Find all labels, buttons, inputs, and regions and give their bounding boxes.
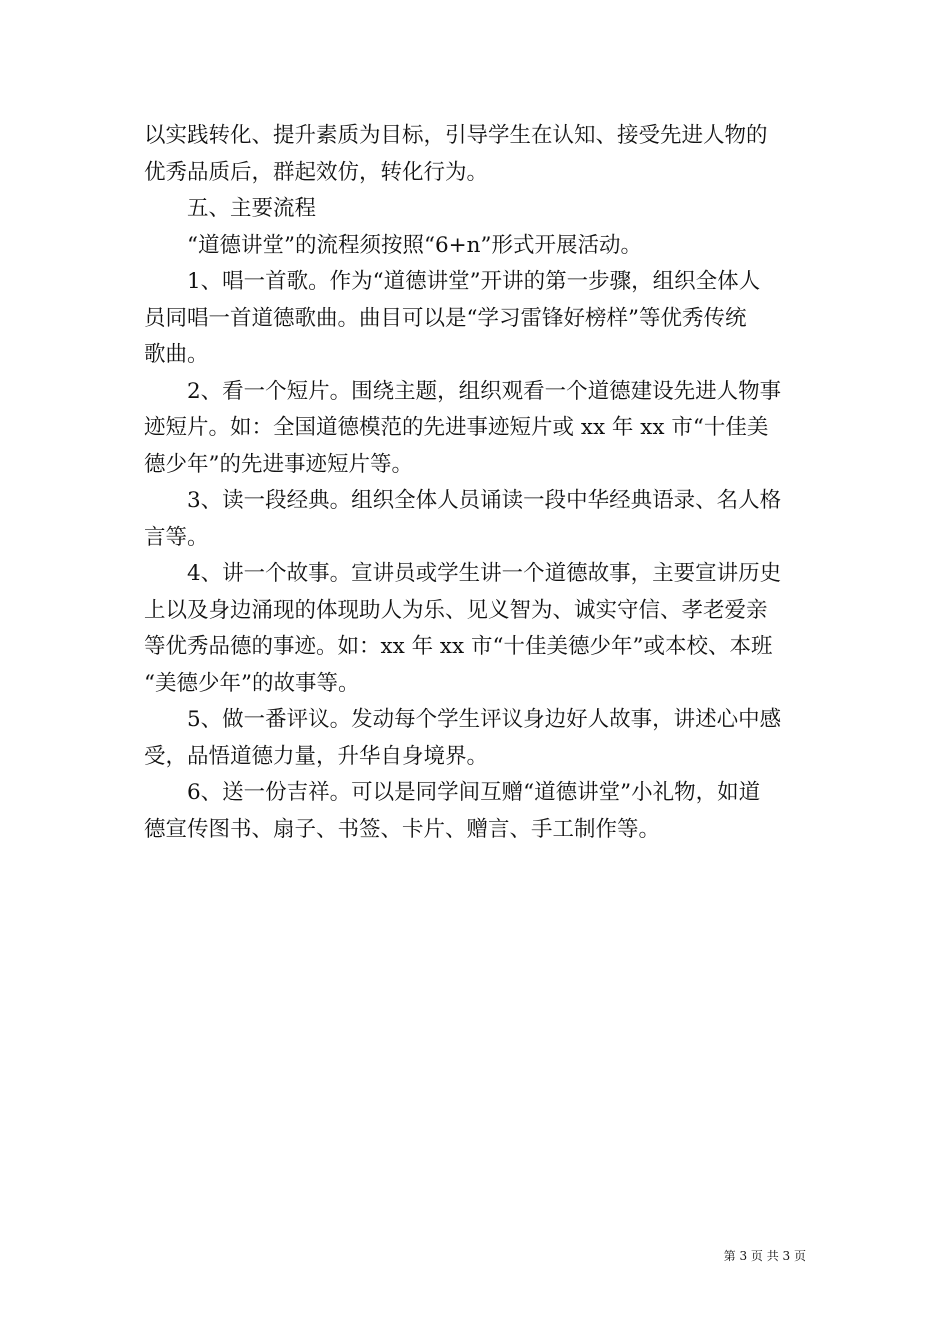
paragraph-intro-continuation xyxy=(144,118,808,191)
text-line: 言等。 xyxy=(144,524,209,550)
text-line: 以实践转化、提升素质为目标，引导学生在认知、接受先进人物的 xyxy=(144,123,768,148)
text-line: “道德讲堂”的流程须按照“6+n”形式开展活动。 xyxy=(187,232,643,258)
text-line: 6、送一份吉祥。可以是同学间互赠“道德讲堂”小礼物，如道 xyxy=(187,780,761,805)
page-number-footer: 第 3 页 共 3 页 xyxy=(723,1249,806,1263)
text-line: 歌曲。 xyxy=(144,342,209,367)
text-line: 德宣传图书、扇子、书签、卡片、赠言、手工制作等。 xyxy=(144,816,661,842)
paragraph-step-2-watch xyxy=(144,374,808,484)
text-line: 1、唱一首歌。作为“道德讲堂”开讲的第一步骤，组织全体人 xyxy=(187,269,761,294)
section-heading-main-process xyxy=(144,191,808,228)
text-line: 4、讲一个故事。宣讲员或学生讲一个道德故事，主要宣讲历史 xyxy=(187,561,782,586)
document-body xyxy=(144,118,808,848)
paragraph-step-3-read xyxy=(144,483,808,556)
text-line: 受，品悟道德力量，升华自身境界。 xyxy=(144,743,489,769)
text-line: 德少年”的先进事迹短片等。 xyxy=(144,451,413,477)
text-line: 优秀品质后，群起效仿，转化行为。 xyxy=(144,159,489,185)
paragraph-step-4-story xyxy=(144,556,808,702)
paragraph-step-5-review xyxy=(144,702,808,775)
text-line: 员同唱一首道德歌曲。曲目可以是“学习雷锋好榜样”等优秀传统 xyxy=(144,305,747,331)
text-line: 2、看一个短片。围绕主题，组织观看一个道德建设先进人物事 xyxy=(187,378,782,404)
text-line: 上以及身边涌现的体现助人为乐、见义智为、诚实守信、孝老爱亲 xyxy=(144,597,768,623)
text-line: 迹短片。如：全国道德模范的先进事迹短片或 xx 年 xx 市“十佳美 xyxy=(144,415,769,440)
paragraph-process-format xyxy=(144,228,808,265)
paragraph-step-6-gift xyxy=(144,775,808,848)
text-line: 等优秀品德的事迹。如：xx 年 xx 市“十佳美德少年”或本校、本班 xyxy=(144,634,773,659)
text-line: 5、做一番评议。发动每个学生评议身边好人故事，讲述心中感 xyxy=(187,707,782,732)
text-line: 3、读一段经典。组织全体人员诵读一段中华经典语录、名人格 xyxy=(187,488,782,513)
paragraph-step-1-sing xyxy=(144,264,808,374)
text-line: “美德少年”的故事等。 xyxy=(144,670,360,696)
text-line: 五、主要流程 xyxy=(187,196,317,221)
